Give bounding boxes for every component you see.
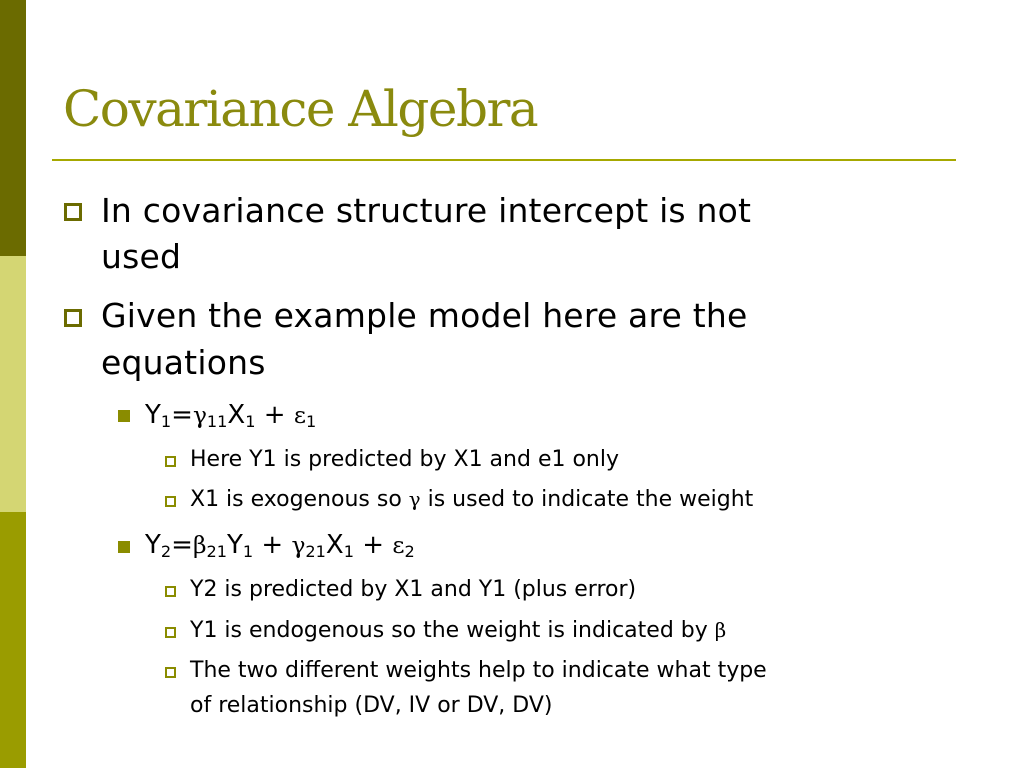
filled-square-bullet-icon xyxy=(118,541,130,553)
small-square-bullet-icon xyxy=(165,456,176,467)
small-square-bullet-icon xyxy=(165,586,176,597)
small-square-bullet-icon xyxy=(165,627,176,638)
side-accent-bar xyxy=(0,0,26,768)
equation-2-note-1: Y2 is predicted by X1 and Y1 (plus error) xyxy=(190,577,637,602)
square-bullet-icon xyxy=(64,203,82,221)
equation-2-note-2: Y1 is endogenous so the weight is indicated by β xyxy=(190,618,727,643)
equation-1-note-2: X1 is exogenous so γ is used to indicate the weight xyxy=(190,487,754,512)
accent-bar-light xyxy=(0,256,26,512)
bullet-2-line-2: equations xyxy=(101,343,266,382)
small-square-bullet-icon xyxy=(165,667,176,678)
square-bullet-icon xyxy=(64,309,82,327)
filled-square-bullet-icon xyxy=(118,410,130,422)
bullet-2-line-1: Given the example model here are the xyxy=(101,296,748,335)
equation-2-note-3-line-1: The two different weights help to indicate what type xyxy=(190,658,767,683)
equation-1-note-1: Here Y1 is predicted by X1 and e1 only xyxy=(190,447,619,472)
bullet-1-line-1: In covariance structure intercept is not xyxy=(101,191,752,230)
equation-2: $Y_2=\beta_{21}Y_1 + \gamma_{21}X_1 + \varepsilon_2$ xyxy=(145,530,415,562)
small-square-bullet-icon xyxy=(165,496,176,507)
equation-1: $Y_1=\gamma_{11}X_1 + \varepsilon_1$ xyxy=(145,400,317,432)
title-divider xyxy=(52,159,956,161)
accent-bar-dark xyxy=(0,0,26,256)
slide-title: Covariance Algebra xyxy=(63,80,538,138)
accent-bar-mid xyxy=(0,512,26,768)
bullet-1-line-2: used xyxy=(101,237,182,276)
equation-2-note-3-line-2: of relationship (DV, IV or DV, DV) xyxy=(190,693,553,718)
